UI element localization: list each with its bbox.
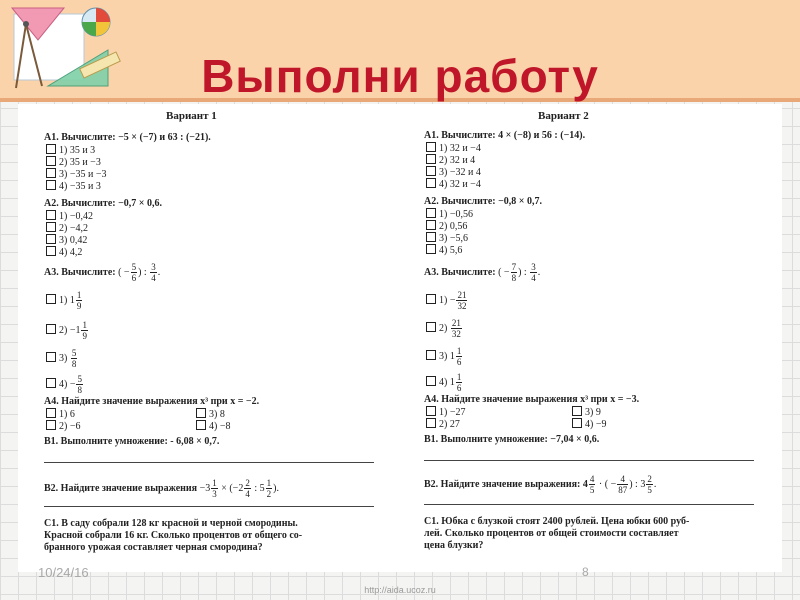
v1-a3-option[interactable]: 1) 1 $\frac{1}{9}$ [46,290,83,311]
variant-2-title: Вариант 2 [538,110,589,122]
v2-a1-prompt: А1. Вычислите: 4 × (−8) и 56 : (−14). [424,130,586,141]
v2-a2-option[interactable]: 3) −5,6 [426,232,468,245]
v2-c1-line: С1. Юбка с блузкой стоят 2400 рублей. Цена юбки 600 руб- [424,516,690,527]
fraction: $\frac{7}{8}$ [511,262,517,283]
fraction: $\frac{3}{4}$ [531,262,536,283]
v1-a1-option[interactable]: 2) 35 и −3 [46,156,101,169]
v1-a4-option[interactable]: 1) 6 [46,408,75,421]
checkbox[interactable] [46,156,56,166]
fraction: $\frac{1}{9}$ [82,320,87,341]
checkbox[interactable] [426,208,436,218]
checkbox[interactable] [46,324,56,334]
checkbox[interactable] [572,418,582,428]
checkbox[interactable] [426,142,436,152]
v2-c1-line: цена блузки? [424,540,484,551]
fraction: $\frac{3}{4}$ [151,262,156,283]
v1-a2-prompt: А2. Вычислите: −0,7 × 0,6. [44,198,162,209]
v1-a3-option[interactable]: 2) −1 $\frac{1}{9}$ [46,320,89,341]
v2-a1-option[interactable]: 2) 32 и 4 [426,154,475,167]
v2-a4-option[interactable]: 2) 27 [426,418,460,431]
fraction: $\frac{2}{5}$ [647,474,652,495]
variant-1-title: Вариант 1 [166,110,217,122]
answer-line [424,460,754,461]
page-number: 8 [582,565,589,579]
checkbox[interactable] [426,154,436,164]
v1-a4-option[interactable]: 3) 8 [196,408,225,421]
fraction: $\frac{4}{5}$ [589,474,595,495]
v1-a4-option[interactable]: 2) −6 [46,420,80,433]
v1-a1-option[interactable]: 1) 35 и 3 [46,144,95,157]
v1-a4-option[interactable]: 4) −8 [196,420,230,433]
checkbox[interactable] [46,180,56,190]
v1-a1-option[interactable]: 3) −35 и −3 [46,168,106,181]
fraction: $\frac{21}{32}$ [457,290,467,311]
v2-a2-option[interactable]: 4) 5,6 [426,244,462,257]
v1-a3-option[interactable]: 4) − $\frac{5}{8}$ [46,374,84,395]
fraction: $\frac{1}{9}$ [76,290,82,311]
v1-a4-prompt: А4. Найдите значение выражения x³ при x = −2. [44,396,260,407]
v2-a4-option[interactable]: 3) 9 [572,406,601,419]
fraction: $\frac{2}{4}$ [245,478,250,499]
v1-c1-line: Красной собрали 16 кг. Сколько процентов от общего со- [44,530,303,541]
checkbox[interactable] [426,232,436,242]
v2-a4-option[interactable]: 1) −27 [426,406,465,419]
fraction: $\frac{21}{32}$ [451,318,461,339]
checkbox[interactable] [426,178,436,188]
v2-a3-prompt: А3. Вычислите: ( − $\frac{7}{8}$ ) : $\frac{3}{4}$ . [424,262,541,283]
v2-a1-option[interactable]: 1) 32 и −4 [426,142,481,155]
checkbox[interactable] [426,220,436,230]
checkbox[interactable] [426,418,436,428]
v2-a2-option[interactable]: 2) 0,56 [426,220,467,233]
v1-b1-prompt: В1. Выполните умножение: - 6,08 × 0,7. [44,436,220,447]
fraction: $\frac{5}{8}$ [77,374,82,395]
v1-a2-option[interactable]: 4) 4,2 [46,246,82,259]
worksheet [18,104,782,572]
checkbox[interactable] [46,234,56,244]
v2-a3-option[interactable]: 2) $\frac{21}{32}$ [426,318,463,339]
checkbox[interactable] [46,420,56,430]
checkbox[interactable] [46,222,56,232]
checkbox[interactable] [426,244,436,254]
v2-c1-line: лей. Сколько процентов от общей стоимости составляет [424,528,679,539]
v1-b2-prompt: В2. Найдите значение выражения −3 $\frac{1}{3}$ × (−2 $\frac{2}{4}$ : 5 $\frac{1}{2}$ ). [44,478,279,499]
checkbox[interactable] [46,246,56,256]
v1-a1-option[interactable]: 4) −35 и 3 [46,180,101,193]
v2-a1-option[interactable]: 4) 32 и −4 [426,178,481,191]
v1-a1-prompt: А1. Вычислите: −5 × (−7) и 63 : (−21). [44,132,211,143]
v2-a1-option[interactable]: 3) −32 и 4 [426,166,481,179]
checkbox[interactable] [46,378,56,388]
fraction: $\frac{4}{87}$ [618,474,628,495]
fraction: $\frac{1}{6}$ [456,372,462,393]
v1-c1-line: бранного урожая составляет черная смородина? [44,542,263,553]
checkbox[interactable] [46,352,56,362]
checkbox[interactable] [46,168,56,178]
checkbox[interactable] [46,144,56,154]
checkbox[interactable] [426,350,436,360]
checkbox[interactable] [426,294,436,304]
slide-title: Выполни работу [201,50,599,102]
fraction: $\frac{1}{3}$ [212,478,217,499]
footer-date: 10/24/16 [38,565,89,580]
fraction: $\frac{5}{6}$ [131,262,137,283]
checkbox[interactable] [46,210,56,220]
fraction: $\frac{5}{8}$ [71,348,77,369]
v2-b2-prompt: В2. Найдите значение выражения: 4 $\frac{4}{5}$ · ( − $\frac{4}{87}$ ) : 3 $\frac{2}{5}$ . [424,474,657,495]
answer-line [44,462,374,463]
checkbox[interactable] [196,408,206,418]
checkbox[interactable] [46,408,56,418]
v1-a2-option[interactable]: 2) −4,2 [46,222,88,235]
checkbox[interactable] [426,376,436,386]
v2-a4-option[interactable]: 4) −9 [572,418,606,431]
checkbox[interactable] [426,322,436,332]
v1-a2-option[interactable]: 3) 0,42 [46,234,87,247]
v2-a3-option[interactable]: 4) 1 $\frac{1}{6}$ [426,372,463,393]
v1-c1-line: С1. В саду собрали 128 кг красной и черной смородины. [44,518,298,529]
v2-a3-option[interactable]: 3) 1 $\frac{1}{6}$ [426,346,463,367]
checkbox[interactable] [426,406,436,416]
v2-a3-option[interactable]: 1) − $\frac{21}{32}$ [426,290,468,311]
answer-line [424,504,754,505]
checkbox[interactable] [426,166,436,176]
fraction: $\frac{1}{2}$ [266,478,272,499]
v2-a2-prompt: А2. Вычислите: −0,8 × 0,7. [424,196,542,207]
variant-1-column [42,104,402,572]
variant-2-column [422,104,782,572]
v2-a2-option[interactable]: 1) −0,56 [426,208,473,221]
v1-a3-option[interactable]: 3) $\frac{5}{8}$ [46,348,78,369]
v1-a3-prompt: А3. Вычислите: ( − $\frac{5}{6}$ ) : $\frac{3}{4}$ . [44,262,161,283]
checkbox[interactable] [572,406,582,416]
v2-b1-prompt: В1. Выполните умножение: −7,04 × 0,6. [424,434,600,445]
answer-line [44,506,374,507]
fraction: $\frac{1}{6}$ [456,346,462,367]
checkbox[interactable] [46,294,56,304]
v1-a2-option[interactable]: 1) −0,42 [46,210,93,223]
v2-a4-prompt: А4. Найдите значение выражения x³ при x = −3. [424,394,640,405]
checkbox[interactable] [196,420,206,430]
source-url[interactable]: http://aida.ucoz.ru [364,585,436,595]
